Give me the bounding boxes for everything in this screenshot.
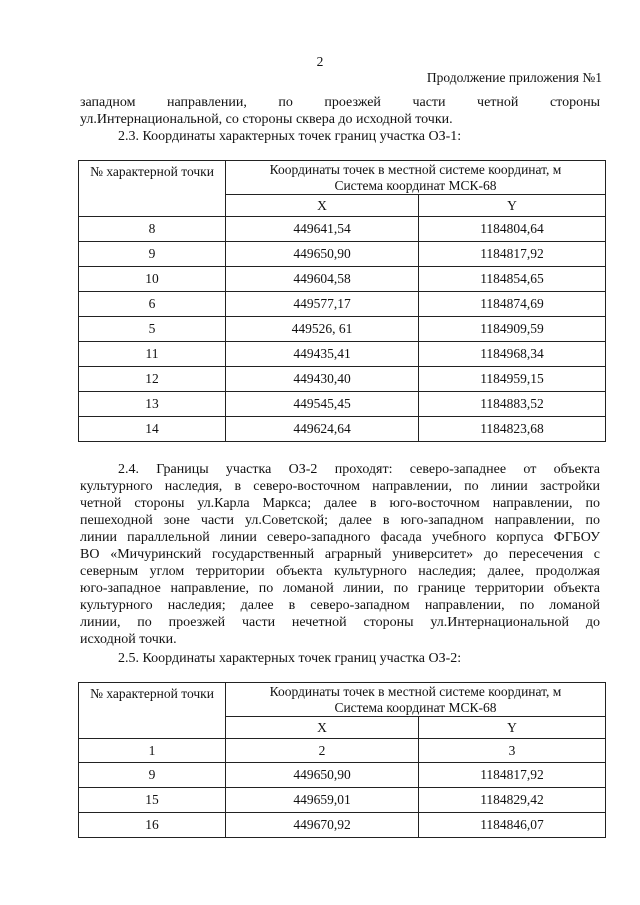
point-number: 15	[79, 788, 226, 813]
y-value: 1184968,34	[419, 342, 606, 367]
point-number: 11	[79, 342, 226, 367]
header-y: Y	[419, 195, 606, 217]
section-2-4-line-1: 2.4. Границы участка ОЗ-2 проходят: северо-западнее от объекта	[118, 462, 600, 477]
table-row	[79, 392, 606, 417]
coordinates-table-oz2	[78, 682, 606, 838]
x-value: 449650,90	[226, 242, 419, 267]
intro-line-1: западном направлении, по проезжей части четной стороны	[80, 95, 600, 110]
point-number: 13	[79, 392, 226, 417]
x-value: 449641,54	[226, 217, 419, 242]
table-row	[79, 267, 606, 292]
table-row	[79, 763, 606, 788]
x-value: 449670,92	[226, 813, 419, 838]
header-coordinates	[226, 161, 606, 195]
header-coordinates-line2: Система координат МСК-68	[334, 699, 497, 715]
section-2-4-line-3: четной стороны ул.Карла Маркса; далее в юго-восточном направлении, по	[80, 496, 600, 511]
table-row	[79, 242, 606, 267]
column-number-2: 2	[226, 739, 419, 763]
header-x: X	[226, 717, 419, 739]
table-row	[79, 788, 606, 813]
y-value: 1184823,68	[419, 417, 606, 442]
coordinates-table-oz1	[78, 160, 606, 442]
appendix-caption: Продолжение приложения №1	[426, 70, 602, 85]
section-2-5-heading: 2.5. Координаты характерных точек границ участка ОЗ-2:	[118, 651, 462, 666]
point-number: 9	[79, 242, 226, 267]
table-row	[79, 417, 606, 442]
point-number: 12	[79, 367, 226, 392]
point-number: 14	[79, 417, 226, 442]
y-value: 1184846,07	[419, 813, 606, 838]
y-value: 1184909,59	[419, 317, 606, 342]
x-value: 449624,64	[226, 417, 419, 442]
section-2-4-line-8: юго-западное направление, по ломаной линии, по границе территории объекта	[80, 581, 600, 596]
section-2-3-heading: 2.3. Координаты характерных точек границ участка ОЗ-1:	[118, 129, 462, 144]
table-row	[79, 317, 606, 342]
y-value: 1184817,92	[419, 242, 606, 267]
table-row	[79, 739, 606, 763]
y-value: 1184874,69	[419, 292, 606, 317]
table-row	[79, 292, 606, 317]
table-row	[79, 342, 606, 367]
point-number: 8	[79, 217, 226, 242]
header-coordinates	[226, 683, 606, 717]
header-point-number: № характерной точки	[79, 161, 226, 217]
section-2-4-line-6: ВО «Мичуринский государственный аграрный университет» до пересечения с	[80, 547, 600, 562]
header-y: Y	[419, 717, 606, 739]
column-number-1: 1	[79, 739, 226, 763]
y-value: 1184854,65	[419, 267, 606, 292]
x-value: 449604,58	[226, 267, 419, 292]
y-value: 1184804,64	[419, 217, 606, 242]
intro-line-2: ул.Интернациональной, со стороны сквера до исходной точки.	[80, 112, 453, 127]
point-number: 9	[79, 763, 226, 788]
table-row	[79, 367, 606, 392]
section-2-4-line-9: культурного наследия; далее в северо-западном направлении, по ломаной	[80, 598, 600, 613]
y-value: 1184817,92	[419, 763, 606, 788]
section-2-4-line-2: культурного наследия, в северо-восточном направлении, по линии застройки	[80, 479, 600, 494]
header-coordinates-line2: Система координат МСК-68	[334, 177, 497, 193]
table-row	[79, 813, 606, 838]
y-value: 1184959,15	[419, 367, 606, 392]
header-x: X	[226, 195, 419, 217]
x-value: 449577,17	[226, 292, 419, 317]
x-value: 449526, 61	[226, 317, 419, 342]
x-value: 449430,40	[226, 367, 419, 392]
x-value: 449650,90	[226, 763, 419, 788]
section-2-4-line-7: северным углом территории объекта культурного наследия; далее, продолжая	[80, 564, 600, 579]
y-value: 1184829,42	[419, 788, 606, 813]
point-number: 16	[79, 813, 226, 838]
header-coordinates-line1: Координаты точек в местной системе координат, м	[269, 683, 562, 699]
x-value: 449435,41	[226, 342, 419, 367]
header-coordinates-line1: Координаты точек в местной системе координат, м	[269, 161, 562, 177]
section-2-4-line-5: линии параллельной линии северо-западного фасада учебного корпуса ФГБОУ	[80, 530, 600, 545]
section-2-4-line-4: пешеходной зоне части ул.Советской; далее в юго-западном направлении, по	[80, 513, 600, 528]
x-value: 449659,01	[226, 788, 419, 813]
section-2-4-line-11: исходной точки.	[80, 632, 177, 647]
point-number: 5	[79, 317, 226, 342]
point-number: 10	[79, 267, 226, 292]
point-number: 6	[79, 292, 226, 317]
section-2-4-line-10: линии, по проезжей части нечетной стороны ул.Интернациональной до	[80, 615, 600, 630]
header-point-number: № характерной точки	[79, 683, 226, 739]
column-number-3: 3	[419, 739, 606, 763]
x-value: 449545,45	[226, 392, 419, 417]
y-value: 1184883,52	[419, 392, 606, 417]
page-number: 2	[316, 54, 324, 69]
table-row	[79, 217, 606, 242]
